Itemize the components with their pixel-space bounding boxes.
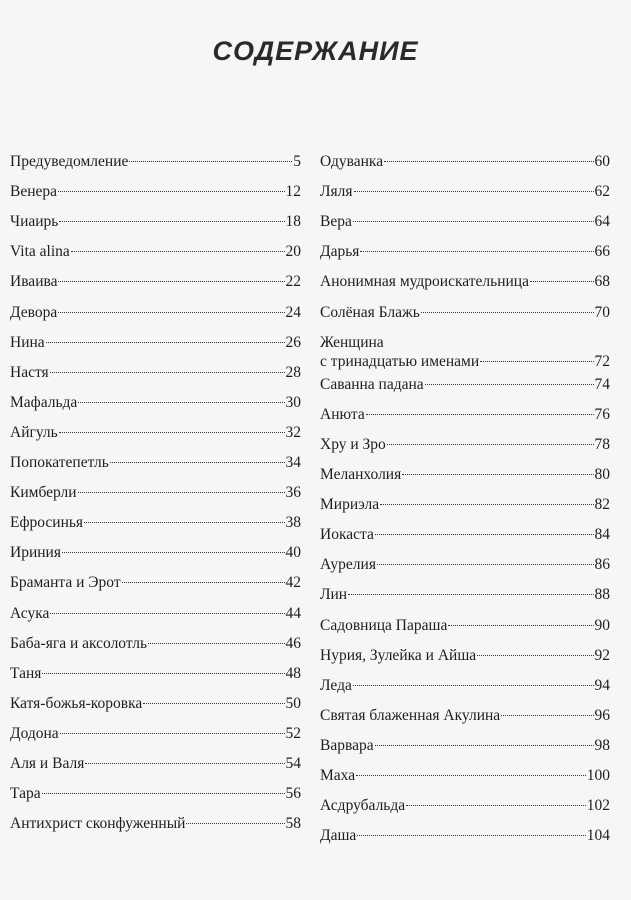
toc-entry-title: Тара <box>10 785 41 802</box>
toc-entry[interactable] <box>320 766 610 785</box>
toc-entry-title: Одуванка <box>320 153 384 170</box>
toc-entry-title: Вера <box>320 213 352 230</box>
toc-entry-title: Предуведомление <box>10 153 129 170</box>
toc-entry-title: Браманта и Эрот <box>10 574 121 591</box>
toc-entry[interactable] <box>10 272 301 291</box>
toc-entry-title: Садовница Параша <box>320 617 448 634</box>
toc-entry[interactable] <box>320 405 610 424</box>
dot-leader <box>62 552 285 553</box>
toc-entry-page: 80 <box>594 466 610 483</box>
toc-entry[interactable] <box>320 736 610 755</box>
toc-entry-title: Хру и Зро <box>320 436 386 453</box>
toc-entry-page: 30 <box>285 394 301 411</box>
dot-leader <box>58 281 284 282</box>
dot-leader <box>387 444 594 445</box>
toc-entry-title: Маха <box>320 767 356 784</box>
toc-entry-page: 92 <box>594 647 610 664</box>
toc-entry-page: 44 <box>285 605 301 622</box>
dot-leader <box>366 414 594 415</box>
toc-entry-title: Святая блаженная Акулина <box>320 707 501 724</box>
toc-entry-page: 66 <box>594 243 610 260</box>
toc-entry[interactable] <box>320 525 610 544</box>
toc-entry[interactable] <box>320 646 610 665</box>
toc-entry-page: 74 <box>594 376 610 393</box>
toc-entry-page: 36 <box>285 484 301 501</box>
toc-entry[interactable] <box>320 676 610 695</box>
toc-entry-page: 26 <box>285 334 301 351</box>
toc-entry-title: Ефросинья <box>10 514 84 531</box>
dot-leader <box>71 251 285 252</box>
dot-leader <box>501 715 593 716</box>
dot-leader <box>375 534 594 535</box>
dot-leader <box>375 745 594 746</box>
toc-entry-title: Vita alina <box>10 243 70 260</box>
dot-leader <box>384 161 593 162</box>
dot-leader <box>46 342 285 343</box>
toc-entry-title: Мафальда <box>10 394 78 411</box>
toc-entry-page: 104 <box>586 827 610 844</box>
dot-leader <box>129 161 292 162</box>
toc-entry-page: 18 <box>285 213 301 230</box>
toc-entry[interactable] <box>320 706 610 725</box>
toc-entry[interactable] <box>10 212 301 231</box>
toc-entry-title: Настя <box>10 364 49 381</box>
toc-entry-title: Дарья <box>320 243 360 260</box>
toc-entry-page: 58 <box>285 815 301 832</box>
dot-leader <box>122 582 285 583</box>
toc-entry-page: 52 <box>285 725 301 742</box>
dot-leader <box>143 703 284 704</box>
toc-entry[interactable] <box>10 453 301 472</box>
toc-entry-title: Антихрист сконфуженный <box>10 815 186 832</box>
toc-entry[interactable] <box>10 513 301 532</box>
toc-entry[interactable] <box>10 242 301 261</box>
toc-entry-title: Саванна падана <box>320 376 424 393</box>
toc-entry-page: 98 <box>594 737 610 754</box>
toc-entry-title: Иваива <box>10 273 58 290</box>
dot-leader <box>78 402 284 403</box>
toc-entry-page: 20 <box>285 243 301 260</box>
dot-leader <box>353 685 594 686</box>
toc-entry-title: Кимберли <box>10 484 77 501</box>
toc-entry-page: 86 <box>594 556 610 573</box>
toc-entry[interactable] <box>320 242 610 261</box>
toc-entry[interactable] <box>10 573 301 592</box>
dot-leader <box>530 281 594 282</box>
toc-entry[interactable] <box>320 375 610 394</box>
dot-leader <box>421 312 594 313</box>
toc-entry-title: Меланхолия <box>320 466 402 483</box>
toc-entry-title: Айгуль <box>10 424 58 441</box>
toc-entry-title: Ириния <box>10 544 61 561</box>
toc-entry-page: 38 <box>285 514 301 531</box>
toc-entry-page: 102 <box>586 797 610 814</box>
toc-entry-page: 56 <box>285 785 301 802</box>
toc-entry-title: Иокаста <box>320 526 374 543</box>
toc-entry-page: 100 <box>586 767 610 784</box>
dot-leader <box>360 251 593 252</box>
dot-leader <box>402 474 593 475</box>
dot-leader <box>50 613 284 614</box>
toc-entry-title: Асдрубальда <box>320 797 406 814</box>
dot-leader <box>425 384 594 385</box>
toc-entry[interactable] <box>320 465 610 484</box>
toc-entry[interactable] <box>320 616 610 635</box>
toc-entry-page: 40 <box>285 544 301 561</box>
toc-entry[interactable] <box>10 423 301 442</box>
toc-entry[interactable] <box>10 182 301 201</box>
toc-entry[interactable] <box>10 694 301 713</box>
toc-entry[interactable] <box>10 814 301 833</box>
dot-leader <box>58 191 284 192</box>
toc-entry-page: 28 <box>285 364 301 381</box>
toc-entry-title: Леда <box>320 677 352 694</box>
dot-leader <box>380 504 593 505</box>
page-title: СОДЕРЖАНИЕ <box>212 36 419 66</box>
toc-entry-page: 88 <box>594 586 610 603</box>
dot-leader <box>353 221 594 222</box>
toc-entry-title: Нурия, Зулейка и Айша <box>320 647 477 664</box>
toc-entry-title: Ляля <box>320 183 353 200</box>
toc-entry-page: 48 <box>285 665 301 682</box>
toc-entry[interactable] <box>10 303 301 322</box>
dot-leader <box>354 191 594 192</box>
toc-entry-title: Венера <box>10 183 58 200</box>
toc-entry-title: с тринадцатью именами <box>320 353 480 370</box>
toc-entry-page: 96 <box>594 707 610 724</box>
toc-entry-page: 90 <box>594 617 610 634</box>
toc-entry-title: Асука <box>10 605 50 622</box>
toc-entry-title: Варвара <box>320 737 374 754</box>
toc-entry[interactable] <box>320 826 610 845</box>
toc-entry-page: 24 <box>285 304 301 321</box>
toc-entry-title: Попокатепетль <box>10 454 109 471</box>
toc-entry-title: Катя-божья-коровка <box>10 695 143 712</box>
toc-entry-title: Нина <box>10 334 45 351</box>
toc-entry[interactable] <box>10 483 301 502</box>
toc-entry-title: Анонимная мудроискательница <box>320 273 529 290</box>
toc-entry-page: 78 <box>594 436 610 453</box>
toc-entry-page: 5 <box>293 153 301 170</box>
dot-leader <box>448 625 593 626</box>
dot-leader <box>42 793 285 794</box>
toc-entry[interactable] <box>320 585 610 604</box>
toc-entry[interactable] <box>320 212 610 231</box>
toc-entry[interactable] <box>10 724 301 743</box>
dot-leader <box>42 673 284 674</box>
toc-entry[interactable] <box>10 152 301 171</box>
toc-entry-title-line: Женщина <box>320 334 384 351</box>
toc-entry-page: 42 <box>285 574 301 591</box>
toc-entry-page: 84 <box>594 526 610 543</box>
toc-entry[interactable] <box>10 604 301 623</box>
toc-entry-title: Чиаирь <box>10 213 59 230</box>
toc-entry-page: 60 <box>594 153 610 170</box>
toc-entry[interactable] <box>10 784 301 803</box>
dot-leader <box>406 805 586 806</box>
toc-entry-title: Баба-яга и аксолотль <box>10 635 148 652</box>
dot-leader <box>85 763 284 764</box>
toc-entry-page: 62 <box>594 183 610 200</box>
toc-entry-page: 70 <box>594 304 610 321</box>
toc-entry[interactable] <box>10 634 301 653</box>
toc-entry[interactable] <box>320 555 610 574</box>
toc-entry-title: Додона <box>10 725 59 742</box>
toc-entry-title: Таня <box>10 665 42 682</box>
toc-entry-page: 22 <box>285 273 301 290</box>
dot-leader <box>58 312 284 313</box>
dot-leader <box>110 462 285 463</box>
dot-leader <box>50 372 285 373</box>
toc-entry[interactable] <box>320 495 610 514</box>
toc-entry-page: 82 <box>594 496 610 513</box>
toc-entry-title: Мириэла <box>320 496 380 513</box>
toc-entry[interactable] <box>10 363 301 382</box>
dot-leader <box>148 643 284 644</box>
dot-leader <box>186 823 284 824</box>
toc-entry-title: Аурелия <box>320 556 376 573</box>
toc-entry-title: Аля и Валя <box>10 755 85 772</box>
toc-entry-page: 72 <box>594 353 610 370</box>
toc-entry[interactable] <box>10 754 301 773</box>
toc-entry-page: 76 <box>594 406 610 423</box>
toc-entry-page: 32 <box>285 424 301 441</box>
toc-entry-page: 64 <box>594 213 610 230</box>
toc-entry-title: Даша <box>320 827 357 844</box>
dot-leader <box>377 564 594 565</box>
dot-leader <box>356 775 586 776</box>
toc-entry[interactable] <box>320 333 610 371</box>
toc-entry[interactable] <box>320 182 610 201</box>
toc-entry-page: 54 <box>285 755 301 772</box>
dot-leader <box>60 733 285 734</box>
toc-entry[interactable] <box>320 303 610 322</box>
toc-entry-page: 34 <box>285 454 301 471</box>
dot-leader <box>357 835 585 836</box>
toc-entry-page: 68 <box>594 273 610 290</box>
toc-entry-title: Анюта <box>320 406 365 423</box>
dot-leader <box>480 361 593 362</box>
toc-entry[interactable] <box>320 435 610 454</box>
toc-entry-page: 46 <box>285 635 301 652</box>
toc-entry-title: Солёная Блажь <box>320 304 420 321</box>
toc-entry[interactable] <box>10 543 301 562</box>
dot-leader <box>59 432 285 433</box>
dot-leader <box>348 594 593 595</box>
toc-entry[interactable] <box>10 664 301 683</box>
toc-entry-page: 94 <box>594 677 610 694</box>
dot-leader <box>78 492 285 493</box>
toc-entry[interactable] <box>320 152 610 171</box>
dot-leader <box>84 522 284 523</box>
toc-entry-page: 12 <box>285 183 301 200</box>
toc-entry[interactable] <box>320 272 610 291</box>
toc-entry-title: Девора <box>10 304 58 321</box>
toc-entry-page: 50 <box>285 695 301 712</box>
toc-entry[interactable] <box>320 796 610 815</box>
dot-leader <box>477 655 593 656</box>
toc-entry-title: Лин <box>320 586 348 603</box>
dot-leader <box>59 221 284 222</box>
toc-entry[interactable] <box>10 393 301 412</box>
toc-entry[interactable] <box>10 333 301 352</box>
